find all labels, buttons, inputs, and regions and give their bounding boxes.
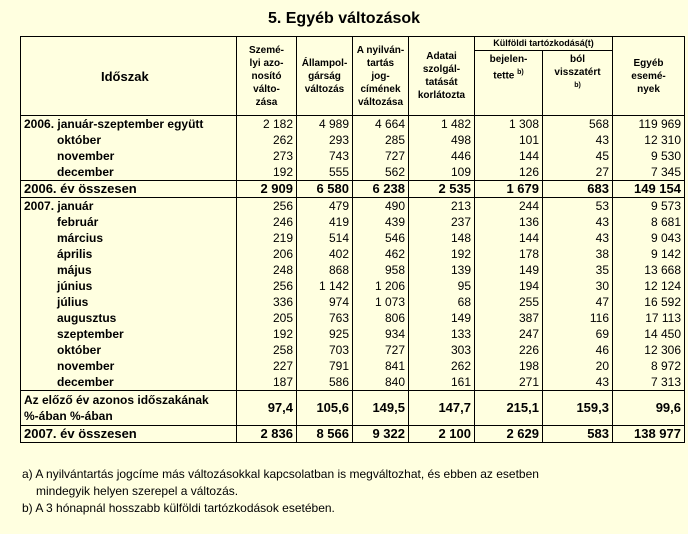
cell: 262 — [237, 132, 297, 148]
table-header — [21, 37, 685, 116]
cell: 9 322 — [353, 426, 409, 443]
cell: 213 — [409, 198, 475, 215]
cell: 1 308 — [475, 116, 543, 133]
cell: 2 836 — [237, 426, 297, 443]
cell: 99,6 — [613, 391, 685, 426]
table-row — [21, 181, 685, 198]
cell: 6 238 — [353, 181, 409, 198]
cell: 419 — [297, 214, 353, 230]
row-label: november — [21, 148, 237, 164]
cell: 192 — [237, 164, 297, 181]
row-label: június — [21, 278, 237, 294]
cell: 43 — [543, 132, 613, 148]
cell: 215,1 — [475, 391, 543, 426]
table-body — [21, 116, 685, 443]
cell: 17 113 — [613, 310, 685, 326]
cell: 727 — [353, 148, 409, 164]
row-label: október — [21, 132, 237, 148]
row-label: december — [21, 164, 237, 181]
col-id-change-header: Szemé- lyi azo- nosító válto- zása — [237, 37, 297, 116]
cell: 138 977 — [613, 426, 685, 443]
cell: 9 530 — [613, 148, 685, 164]
footnote-a: a) A nyilvántartás jogcíme más változásokkal kapcsolatban is megváltozhat, és ebben az esetben — [22, 467, 539, 481]
cell: 763 — [297, 310, 353, 326]
cell: 1 679 — [475, 181, 543, 198]
cell: 149 — [409, 310, 475, 326]
cell: 9 043 — [613, 230, 685, 246]
cell: 7 345 — [613, 164, 685, 181]
cell: 198 — [475, 358, 543, 374]
row-label: Az előző év azonos időszakának %-ában %-ában — [21, 391, 237, 426]
cell: 144 — [475, 230, 543, 246]
cell: 133 — [409, 326, 475, 342]
cell: 840 — [353, 374, 409, 391]
cell: 12 306 — [613, 342, 685, 358]
row-label: április — [21, 246, 237, 262]
cell: 256 — [237, 198, 297, 215]
period-header: Időszak — [21, 37, 237, 116]
table-row — [21, 246, 685, 262]
table-row — [21, 198, 685, 215]
col-data-restriction-header: Adatai szolgál- tatását korlátozta — [409, 37, 475, 116]
cell: 149 154 — [613, 181, 685, 198]
cell: 562 — [353, 164, 409, 181]
cell: 227 — [237, 358, 297, 374]
table-row — [21, 358, 685, 374]
cell: 46 — [543, 342, 613, 358]
cell: 8 681 — [613, 214, 685, 230]
cell: 2 629 — [475, 426, 543, 443]
row-label: március — [21, 230, 237, 246]
cell: 446 — [409, 148, 475, 164]
cell: 194 — [475, 278, 543, 294]
cell: 256 — [237, 278, 297, 294]
cell: 4 664 — [353, 116, 409, 133]
cell: 13 668 — [613, 262, 685, 278]
cell: 555 — [297, 164, 353, 181]
cell: 69 — [543, 326, 613, 342]
cell: 303 — [409, 342, 475, 358]
cell: 6 580 — [297, 181, 353, 198]
table-row — [21, 148, 685, 164]
cell: 703 — [297, 342, 353, 358]
col-reported-header: bejelen- tette $^{b)}$ — [475, 51, 543, 116]
cell: 126 — [475, 164, 543, 181]
cell: 8 972 — [613, 358, 685, 374]
cell: 30 — [543, 278, 613, 294]
table-row — [21, 374, 685, 391]
cell: 2 100 — [409, 426, 475, 443]
cell: 806 — [353, 310, 409, 326]
cell: 116 — [543, 310, 613, 326]
cell: 974 — [297, 294, 353, 310]
table-row — [21, 262, 685, 278]
table-row — [21, 230, 685, 246]
cell: 237 — [409, 214, 475, 230]
col-citizenship-header: Állampol- gárság változás — [297, 37, 353, 116]
cell: 16 592 — [613, 294, 685, 310]
table-row — [21, 116, 685, 133]
col-other-events-header: Egyéb esemé- nyek — [613, 37, 685, 116]
cell: 490 — [353, 198, 409, 215]
cell: 226 — [475, 342, 543, 358]
cell: 248 — [237, 262, 297, 278]
cell: 206 — [237, 246, 297, 262]
cell: 247 — [475, 326, 543, 342]
cell: 43 — [543, 214, 613, 230]
cell: 43 — [543, 230, 613, 246]
cell: 439 — [353, 214, 409, 230]
cell: 743 — [297, 148, 353, 164]
cell: 244 — [475, 198, 543, 215]
cell: 14 450 — [613, 326, 685, 342]
cell: 402 — [297, 246, 353, 262]
row-label: 2006. év összesen — [21, 181, 237, 198]
ratio-row — [21, 391, 685, 426]
cell: 285 — [353, 132, 409, 148]
cell: 219 — [237, 230, 297, 246]
cell: 727 — [353, 342, 409, 358]
cell: 462 — [353, 246, 409, 262]
cell: 4 989 — [297, 116, 353, 133]
table-row — [21, 310, 685, 326]
table-row — [21, 214, 685, 230]
cell: 568 — [543, 116, 613, 133]
cell: 273 — [237, 148, 297, 164]
cell: 12 124 — [613, 278, 685, 294]
cell: 9 142 — [613, 246, 685, 262]
row-label: február — [21, 214, 237, 230]
cell: 45 — [543, 148, 613, 164]
cell: 7 313 — [613, 374, 685, 391]
cell: 586 — [297, 374, 353, 391]
cell: 68 — [409, 294, 475, 310]
foreign-stay-header: Külföldi tartózkodásá(t) — [475, 37, 613, 51]
cell: 47 — [543, 294, 613, 310]
row-label: 2007. év összesen — [21, 426, 237, 443]
cell: 868 — [297, 262, 353, 278]
cell: 934 — [353, 326, 409, 342]
cell: 2 182 — [237, 116, 297, 133]
page-title: 5. Egyéb változások — [267, 10, 421, 27]
changes-table — [20, 36, 685, 443]
cell: 53 — [543, 198, 613, 215]
cell: 9 573 — [613, 198, 685, 215]
cell: 925 — [297, 326, 353, 342]
cell: 27 — [543, 164, 613, 181]
table-row — [21, 294, 685, 310]
row-label: augusztus — [21, 310, 237, 326]
row-label: november — [21, 358, 237, 374]
table-row — [21, 164, 685, 181]
cell: 791 — [297, 358, 353, 374]
table-row — [21, 342, 685, 358]
cell: 958 — [353, 262, 409, 278]
cell: 149,5 — [353, 391, 409, 426]
row-label: október — [21, 342, 237, 358]
cell: 139 — [409, 262, 475, 278]
cell: 262 — [409, 358, 475, 374]
cell: 246 — [237, 214, 297, 230]
cell: 841 — [353, 358, 409, 374]
row-label: július — [21, 294, 237, 310]
cell: 583 — [543, 426, 613, 443]
row-label: május — [21, 262, 237, 278]
cell: 293 — [297, 132, 353, 148]
cell: 1 142 — [297, 278, 353, 294]
cell: 148 — [409, 230, 475, 246]
cell: 35 — [543, 262, 613, 278]
cell: 1 482 — [409, 116, 475, 133]
row-label: 2007. január — [21, 198, 237, 215]
cell: 8 566 — [297, 426, 353, 443]
cell: 683 — [543, 181, 613, 198]
cell: 161 — [409, 374, 475, 391]
cell: 271 — [475, 374, 543, 391]
footnotes — [22, 466, 539, 517]
cell: 2 909 — [237, 181, 297, 198]
cell: 95 — [409, 278, 475, 294]
cell: 109 — [409, 164, 475, 181]
cell: 205 — [237, 310, 297, 326]
cell: 43 — [543, 374, 613, 391]
cell: 255 — [475, 294, 543, 310]
cell: 105,6 — [297, 391, 353, 426]
table-row — [21, 132, 685, 148]
row-label: 2006. január-szeptember együtt — [21, 116, 237, 133]
cell: 101 — [475, 132, 543, 148]
cell: 192 — [237, 326, 297, 342]
cell: 1 073 — [353, 294, 409, 310]
table-row — [21, 326, 685, 342]
cell: 136 — [475, 214, 543, 230]
cell: 187 — [237, 374, 297, 391]
cell: 479 — [297, 198, 353, 215]
cell: 144 — [475, 148, 543, 164]
cell: 38 — [543, 246, 613, 262]
cell: 20 — [543, 358, 613, 374]
cell: 498 — [409, 132, 475, 148]
cell: 149 — [475, 262, 543, 278]
cell: 12 310 — [613, 132, 685, 148]
cell: 336 — [237, 294, 297, 310]
col-returned-header: ból visszatért b) — [543, 51, 613, 116]
total-2007-row — [21, 426, 685, 443]
cell: 514 — [297, 230, 353, 246]
cell: 387 — [475, 310, 543, 326]
row-label: december — [21, 374, 237, 391]
cell: 258 — [237, 342, 297, 358]
col-registration-header: A nyilván- tartás jog- címének változása — [353, 37, 409, 116]
footnote-b: b) A 3 hónapnál hosszabb külföldi tartózkodások esetében. — [22, 501, 335, 515]
cell: 192 — [409, 246, 475, 262]
cell: 546 — [353, 230, 409, 246]
cell: 178 — [475, 246, 543, 262]
table-row — [21, 278, 685, 294]
cell: 1 206 — [353, 278, 409, 294]
cell: 147,7 — [409, 391, 475, 426]
cell: 159,3 — [543, 391, 613, 426]
row-label: szeptember — [21, 326, 237, 342]
footnote-a-cont: mindegyik helyen szerepel a változás. — [36, 484, 239, 498]
cell: 97,4 — [237, 391, 297, 426]
cell: 2 535 — [409, 181, 475, 198]
cell: 119 969 — [613, 116, 685, 133]
